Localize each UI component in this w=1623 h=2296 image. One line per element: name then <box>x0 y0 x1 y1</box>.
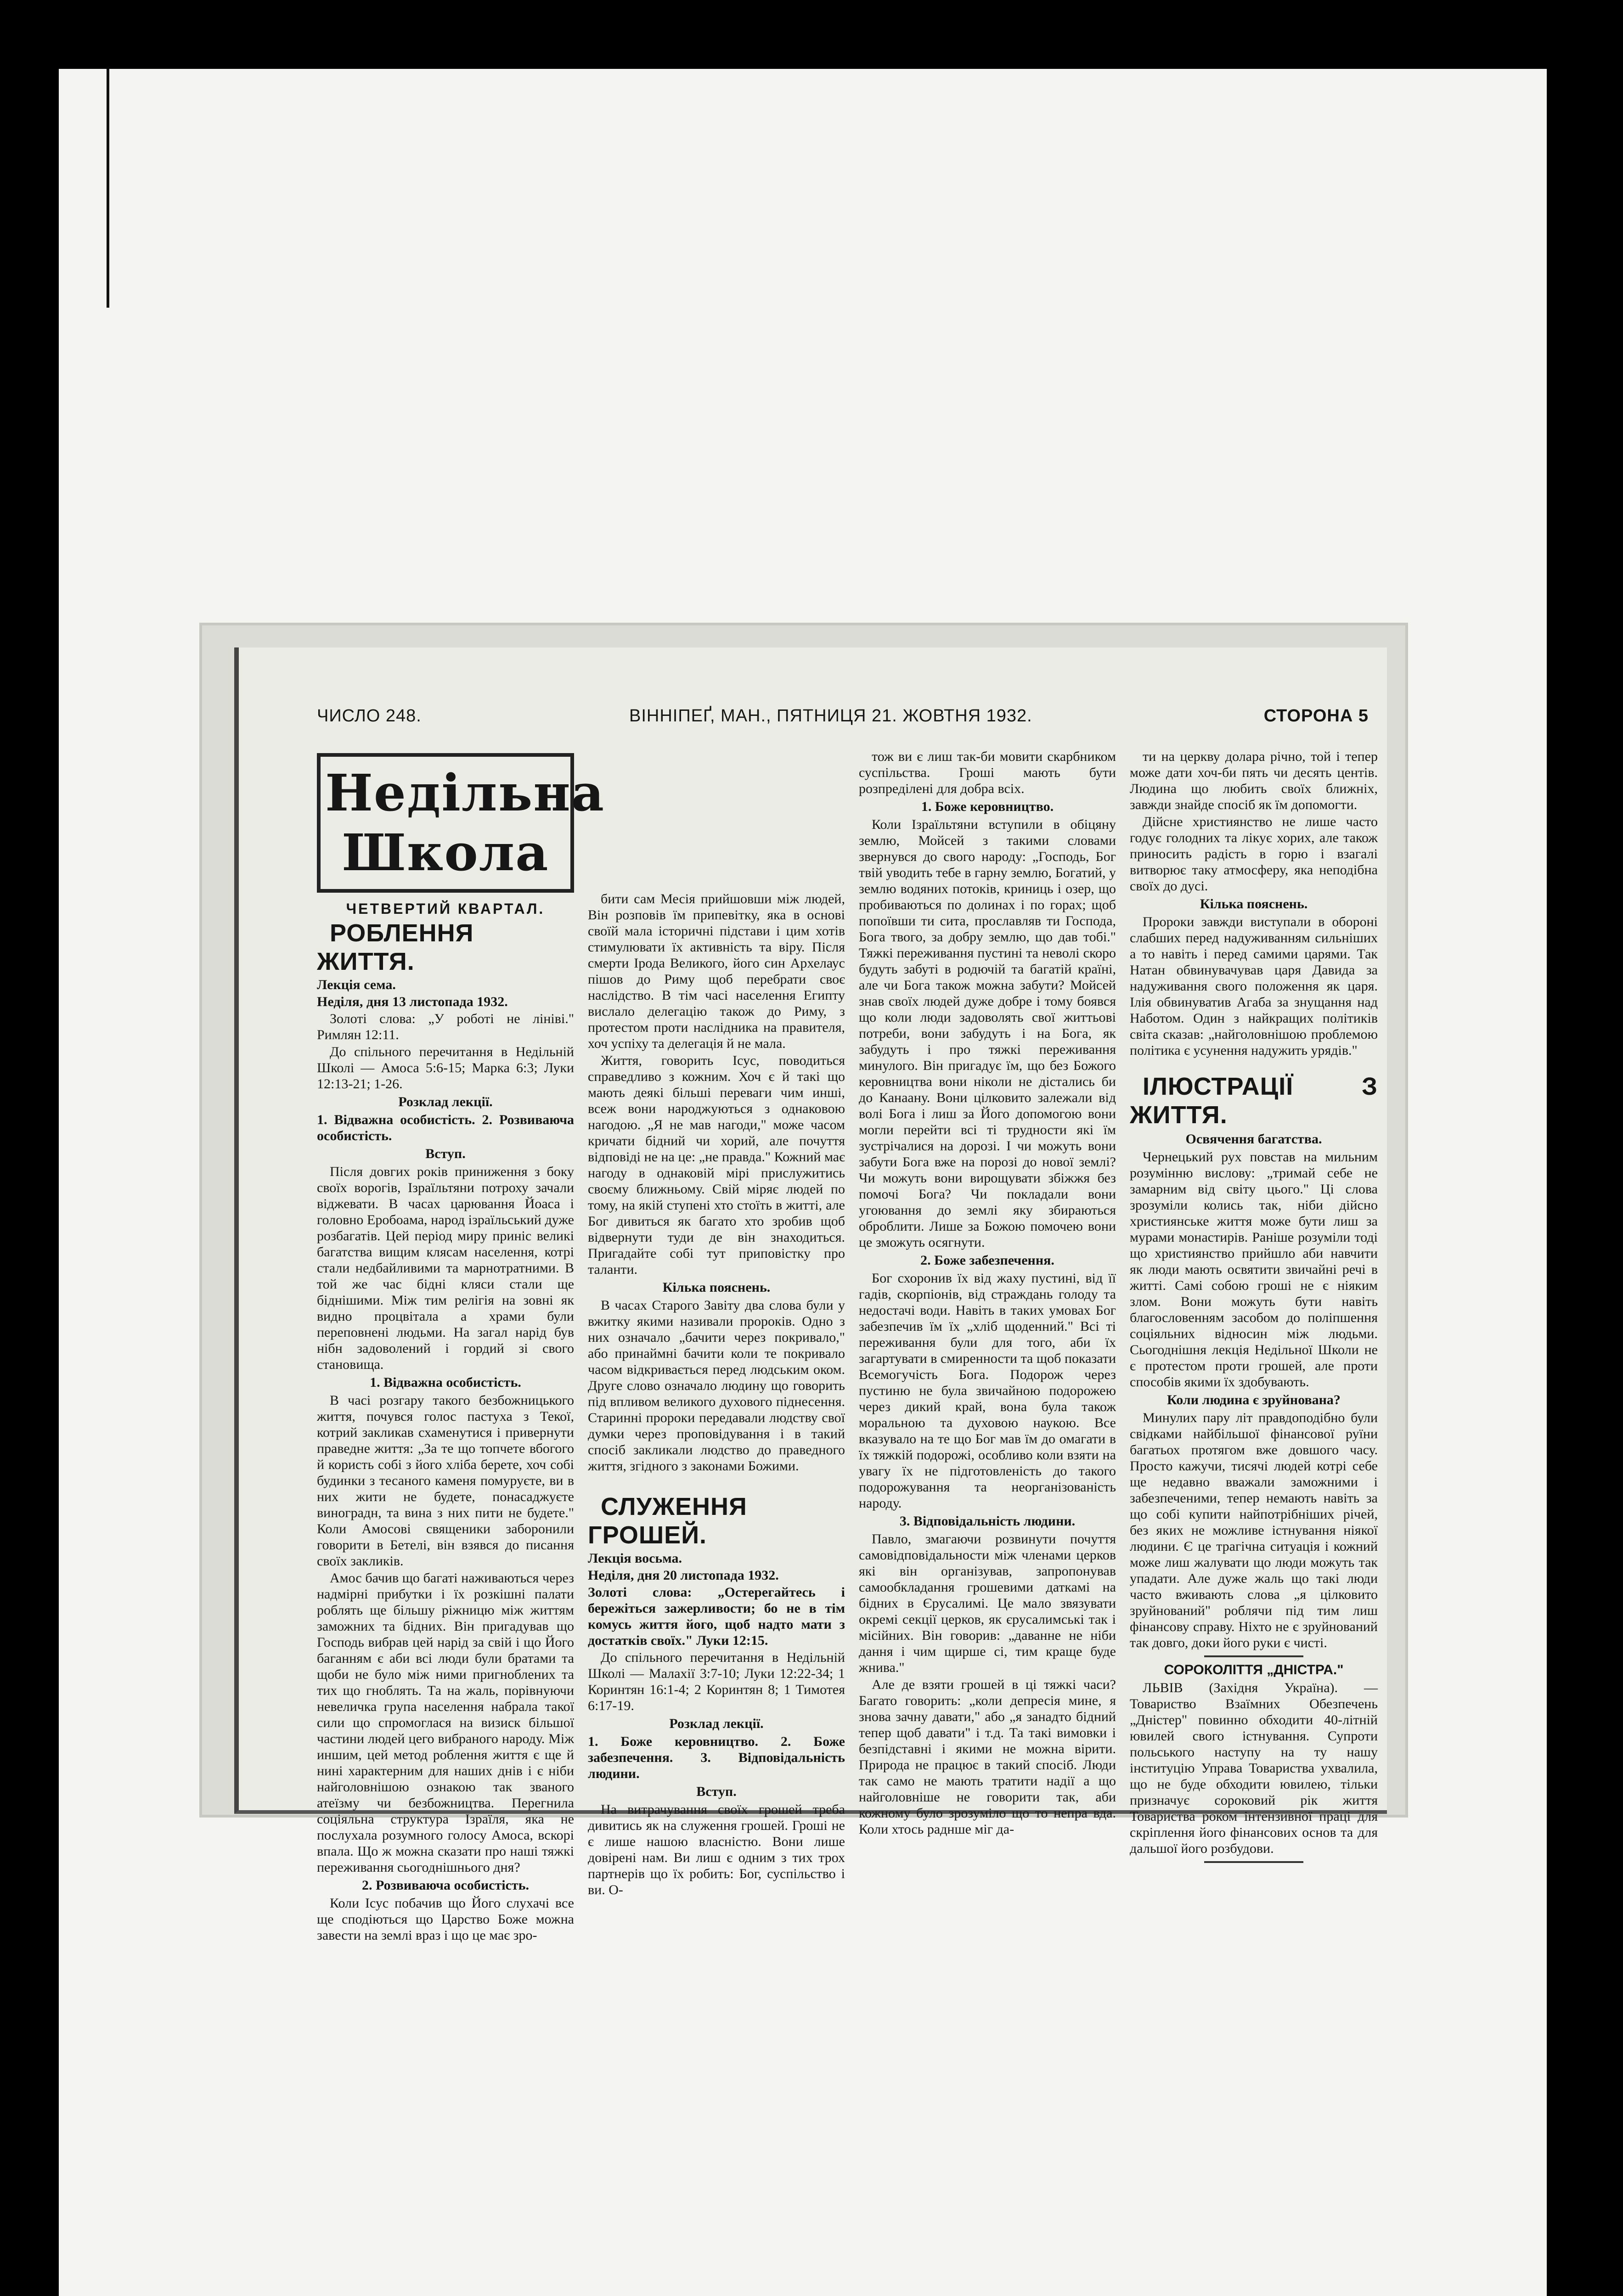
subheading: 3. Відповідальність людини. <box>899 1514 1076 1529</box>
paragraph: В часах Старого Завіту два слова були у вжитку якими називали пророків. Одно з них означало „бачити через покривало," або принаймні бачити коли те покривало часом відкривається перед людським оком. Друге слово означало людину що говорить під впливом великого духового піднесення. Старинні пророки передавали людству свої думки через проповідування і в такий спосіб закликали людство до праведного життя, згідного з законами Божими. <box>588 1298 845 1474</box>
subheading: 2. Боже забезпечення. <box>920 1253 1054 1268</box>
column-3 <box>859 748 1116 1837</box>
paragraph: Бог схоронив їх від жаху пустині, від її гадів, скорпіонів, від страждань голоду та недостачі води. Навіть в таких умовах Бог забезпечив їм їх „хліб щоденний." Всі ті переживання були для того, аби їх загартувати в смиренности та щоб показати Всемогучість Бога. Подорож через пустиню не була звичайною подорожею через дикий край, вона була також моральною та духовою наукою. Все вказувало на те що Бог мав їм до омагати в їх тяжкій подорожі, особливо коли взяти на увагу їх не підготовленість до такого подорожування та неорганізованість народу. <box>859 1271 1116 1511</box>
paragraph: На витрачування своїх грошей треба дивитись як на служення грошей. Гроші не є лише нашою власністю. Вони лише довірені нам. Ви лиш є одним з тих трох партнерів що їх робить: Бог, суспільство і ви. О- <box>588 1802 845 1897</box>
lesson-date: Неділя, дня 20 листопада 1932. <box>588 1568 779 1583</box>
quarter-label: ЧЕТВЕРТИЙ КВАРТАЛ. <box>346 900 545 917</box>
subheading: 1. Боже керовництво. <box>921 799 1054 814</box>
paragraph: Амос бачив що багаті наживаються через надмірні прибутки і їх розкішні палати роблять ще більшу ріжницю між життям заможних та бідних. Він пригадував що Господь вибрав цей нарід за свій і що Його баганням є аби всі люди були братами та щоби не було між ними пригноблених та тих що гноблять. Та на жаль, порівнуючи невеличка група населення набрала такої сили що спромоглася на визиск більшої частини людей цего вибраного народу. Між иншим, цей метод роблення життя є ще й нині характерним для наших днів і є ніби найголовнішою ознакою так званого атеїзму чи безбожництва. Перегнила соціяльна структура Ізраїля, яка не послухала розумного голосу Амоса, вскорі впала. Що ж можна сказати про наші тяжкі переживання сьогоднішнього дня? <box>317 1570 574 1875</box>
page-number: СТОРОНА 5 <box>1263 706 1369 726</box>
reading: До спільного перечитання в Недільній Школі — Малахії 3:7-10; Луки 12:22-34; 1 Коринтян 16:1-4; 2 Коринтян 8; 1 Тимотея 6:17-19. <box>588 1650 845 1713</box>
paragraph: ти на церкву долара річно, той і тепер може дати хоч-би пять чи десять центів. Людина що любить своїх ближніх, завжди знайде спосіб як їм допомогти. <box>1130 749 1378 812</box>
paragraph: Коли Ісус побачив що Його слухачі все ще сподіються що Царство Боже можна завести на землі враз і що це має зро- <box>317 1896 574 1943</box>
subheading: Розклад лекції. <box>669 1716 764 1731</box>
divider <box>1204 1655 1303 1657</box>
dateline: ВІННІПЕҐ, МАН., ПЯТНИЦЯ 21. ЖОВТНЯ 1932. <box>629 706 1032 726</box>
paragraph: Чернецький рух повстав на мильним розумінню вислову: „тримай себе не замарним від світу цього." Ці слова зрозуміли колись так, ніби дійсно християнське життя може бути лиш за мурами монастирів. Раніше розуміли тоді що християнство прийшло аби навчити як люди мають освятити звичайні речі в житті. Самі собою гроші не є ніяким злом. Вони можуть бути навіть благословенням засобом до поліпшення соціяльних відносин між людьми. Сьогоднішня лекція Недільної Школи не є протестом проти грошей, але проти способів якими їх здобувають. <box>1130 1149 1378 1390</box>
paragraph: Минулих пару літ правдоподібно були свідками найбільшої фінансової руїни багатьох протягом вже довшого часу. Просто кажучи, тисячі людей котрі себе ще недавно вважали заможними і забезпеченими, тепер немають навіть за що собі купити найпотрібніших річей, без яких не можливе істнування ніякої людини. Є це трагічна ситуація і кожний може лиш жалувати що люди можуть так упадати. Але дуже жаль що такі люди часто вживають слова „я цілковито зруйнований" роблячи під тим лиш фінансову справу. Ніхто не є зруйнований так довго, доки його руки є чисті. <box>1130 1410 1378 1650</box>
lesson-plan: 1. Відважна особистість. 2. Розвиваюча особистість. <box>317 1112 574 1143</box>
masthead: Недільна Школа <box>317 753 574 893</box>
subheading: Освячення багатства. <box>1185 1131 1322 1147</box>
section-title: ІЛЮСТРАЦІЇ З ЖИТТЯ. <box>1130 1073 1378 1129</box>
column-4 <box>1130 748 1378 1856</box>
subheading: 1. Відважна особистість. <box>370 1375 521 1390</box>
divider <box>1204 1861 1303 1863</box>
newspaper-page <box>234 647 1387 1943</box>
lesson-plan: 1. Боже керовництво. 2. Боже забезпечення. 3. Відповідальність людини. <box>588 1734 845 1781</box>
news-headline: СОРОКОЛІТТЯ „ДНІСТРА." <box>1164 1662 1344 1677</box>
section-title: СЛУЖЕННЯ ГРОШЕЙ. <box>588 1493 747 1549</box>
paragraph: Але де взяти грошей в ці тяжкі часи? Багато говорить: „коли депресія мине, я знова зачну давати," або „я занадто бідний тепер щоб давати" і т.д. Та такі вимовки і безпідставні і якими не можна вірити. Природа не працює в такий спосіб. Люди так само не мають тратити надії а що найголовніше не говорити так, аби кожному було зрозуміло що то непра вда. Коли хтось раднше міг да- <box>859 1677 1116 1837</box>
issue-number: ЧИСЛО 248. <box>317 706 422 726</box>
dust-speck <box>107 69 109 308</box>
paragraph: бити сам Месія прийшовши між людей, Він розповів їм припевітку, яка в основі своїй мала історичні підстави і цим хотів стимулювати їх активність та віру. Після смерти Ірода Великого, його син Архелаус пішов до Риму щоб перебрати своє наслідство. В тім часі населення Египту вислало делегацію також до Риму, з протестом проти наслідника на правителя, хоч успіху та делегація й не мала. <box>588 891 845 1051</box>
subheading: 2. Розвиваюча особистість. <box>362 1878 529 1893</box>
subheading: Вступ. <box>696 1784 737 1799</box>
lesson-date: Неділя, дня 13 листопада 1932. <box>317 994 508 1009</box>
golden-words: Золоті слова: „У роботі не лініві." Римлян 12:11. <box>317 1011 574 1042</box>
subheading: Коли людина є зруйнована? <box>1167 1392 1341 1407</box>
paragraph: Павло, змагаючи розвинути почуття самовідповідальности між членами церков які він організував, запропонував самообкладання грошевими даткамі на бідних в Єрусалимі. Це мало звязувати окремі секції церков, як єрусалимські так і місійних. Він говорив: „даванне не ніби дання і чим щирше сі, тим краще буде жнива." <box>859 1531 1116 1675</box>
column-1 <box>317 753 605 1943</box>
lesson-number: Лекція сема. <box>317 977 396 992</box>
subheading: Вступ. <box>425 1146 466 1161</box>
paragraph: Після довгих років приниження з боку своїх ворогів, Ізраїльтяни потроху зачали віджевати. В часах царювання Йоаса і головно Еробоама, народ ізраїльський дуже розбагатів. Цей період миру приніс великі багатства вищим клясам населення, котрі стали недбайливими та марнотратними. В той же час бідні кляси стали ще біднішими. Між тим релігія на зовні як видно процвітала а храми були переповнені людьми. На загал нарід був нібн задоволений і гордий зі свого становища. <box>317 1164 574 1372</box>
section-title: РОБЛЕННЯ ЖИТТЯ. <box>317 919 474 975</box>
reading: До спільного перечитання в Недільній Школі — Амоса 5:6-15; Марка 6:3; Луки 12:13-21; 1-26. <box>317 1044 574 1092</box>
paragraph: Життя, говорить Ісус, поводиться справедливо з кожним. Хоч є й такі що мають деякі більші переваги чим инші, всеж вони народжуються з однаковою нагодою. „Я не мав нагоди," може часом кричати бідний чи хорий, але почуття відповіді не на це: „не правда." Кожний має нагоду в однаковій мірі прислужитись своєму ближньому. Свій міряє людей по тому, на якій ступені хто стоїть в житті, але Бог дивиться як багато хто зробив щоб відвернути туди де він знаходиться. Пригадайте собі тут приповістку про таланти. <box>588 1053 845 1277</box>
paragraph: тож ви є лиш так-би мовити скарбником суспільства. Гроші мають бути розпреділені для добра всіх. <box>859 749 1116 796</box>
lesson-number: Лекція восьма. <box>588 1551 682 1566</box>
paragraph: Дійсне християнство не лише часто годує голодних та лікує хорих, але також приносить радість в горю і взагалі витворює таку атмосферу, яка неподібна своїх до дусі. <box>1130 814 1378 894</box>
paragraph: ЛЬВІВ (Західня Україна). — Товариство Взаїмних Обезпечень „Дністер" повинно обходити 40-літній ювилей свого істнування. Супроти польського наступу на ту нашу інституцію Управа Товариства ухвалила, що не буде обходити ювилею, тільки призначує сороковий рік життя Товариства роком інтензивної праці для скріплення його фінансових основ та для дальшої його розбудови. <box>1130 1680 1378 1856</box>
golden-words: Золоті слова: „Остерегайтесь і бережіться зажерливости; бо не в тім комусь життя його, щоб надто мати з достатків своїх." Луки 12:15. <box>588 1585 845 1648</box>
paragraph: В часі розгару такого безбожницького життя, почувся голос пастуха з Текої, котрий закликав схаменутися і привернути праведне життя: „За те що топчете вбогого й користь собі з його хліба берете, хоч собі будинки з тесаного каменя помуруєте, ви в них жити не будете, понасаджуєте виноградн, та вина з них пити не будете." Коли Амосові священики заборонили говорити в Бетелі, він взявся до писання своїх закликів. <box>317 1393 574 1569</box>
subheading: Розклад лекції. <box>398 1094 493 1109</box>
paragraph: Пророки завжди виступали в обороні слабших перед надуживанням сильніших а то навіть і перед самими царями. Так Натан обвинувачував царя Давида за надуживання свого положення як царя. Ілія обвинуватив Агаба за знущання над Наботом. Один з найкращих політиків світа сказав: „найголовнішою проблемою політика є усунення надужить урядів." <box>1130 914 1378 1058</box>
column-2 <box>588 891 845 1929</box>
subheading: Кілька пояснень. <box>1200 896 1308 912</box>
page-header <box>317 706 1369 734</box>
subheading: Кілька пояснень. <box>662 1280 771 1295</box>
paragraph: Коли Ізраїльтяни вступили в обіцяну землю, Мойсей з такими словами звернувся до свого народу: „Господь, Бог твій уводить тебе в гарну землю, Богатий, у землю водяних потоків, криниць і озер, що пробиваються по долинах і по горах; щоб попоївши ти сита, прославляв ти Господа, Бога твого, за добру землю, що дав тобі." Тяжкі переживання пустині та неволі скоро будуть забуті в родючій та багатій країні, але чи Бога також можна забути? Мойсей знав своїх людей дуже добре і тому боявся що коли люди задоволять свої життьові потреби, вони забудуть і на Бога, як забудуть і про тяжкі переживання минулого. Він пригадує їм, що без Божого керовництва вони ніколи не дістались би до Канаану. Вони цілковито залежали від волі Бога і лиш за Його допомогою вони могли перейти всі ті трудности які їм зустрічалися на дорозі. І чи можуть вони забути Бога вже на порозі до нової землі? Чи можуть вони вирощувати збіжжя без помочі Бога? Чи покладали вони угоювання до землі яку збираються оброблити. Лише за Божою помочею вони це зможуть осягнути. <box>859 817 1116 1250</box>
